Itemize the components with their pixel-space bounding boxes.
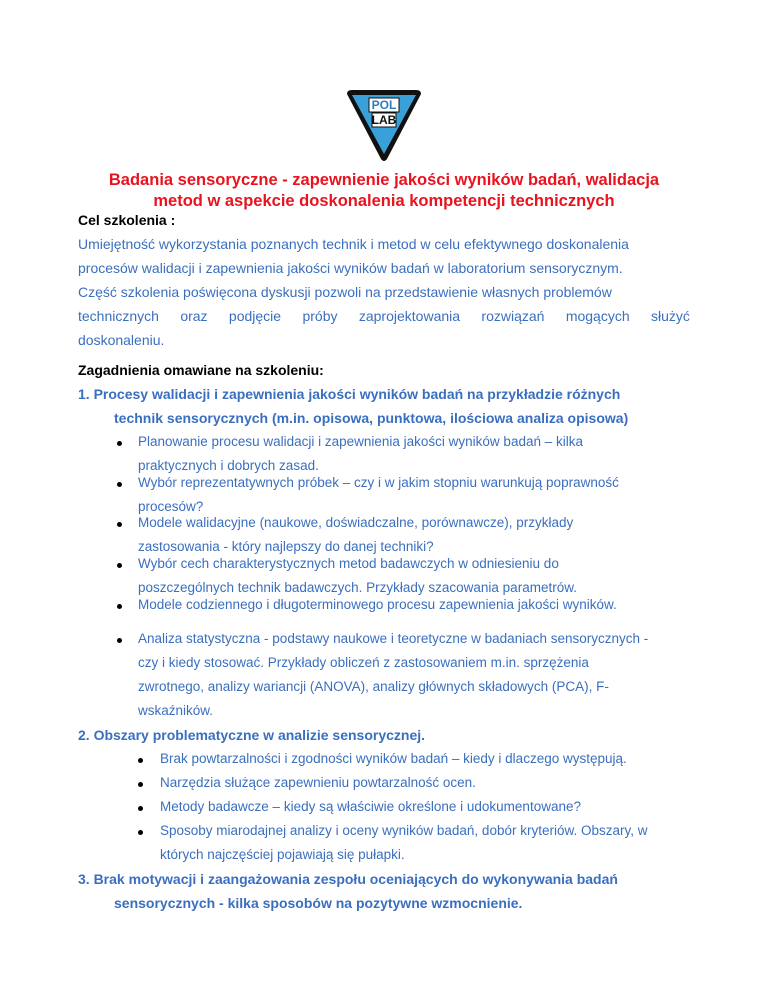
topic-1-bullet-5-line-1: Modele codziennego i długoterminowego procesu zapewnienia jakości wyników. xyxy=(138,597,617,612)
bullet-icon xyxy=(138,806,143,811)
topic-1-bullet-2-line-2: procesów? xyxy=(138,499,204,514)
goal-heading: Cel szkolenia : xyxy=(78,212,176,228)
bullet-icon xyxy=(117,638,122,643)
topic-1-bullet-3-line-2: zastosowania - który najlepszy do danej techniki? xyxy=(138,539,434,554)
goal-word: służyć xyxy=(651,308,690,324)
topic-1-bullet-2-line-1: Wybór reprezentatywnych próbek – czy i w jakim stopniu warunkują poprawność xyxy=(138,475,619,490)
title-line-2: metod w aspekcie doskonalenia kompetencji technicznych xyxy=(153,192,615,210)
bullet-icon xyxy=(117,522,122,527)
topic-2-bullet-2: Narzędzia służące zapewnieniu powtarzalność ocen. xyxy=(160,775,476,790)
topic-1-bullet-6-line-4: wskaźników. xyxy=(138,703,214,718)
topic-2-bullet-4-line-2: których najczęściej pojawiają się pułapki. xyxy=(160,847,405,862)
goal-line-4 xyxy=(78,308,690,324)
title-line-1: Badania sensoryczne - zapewnienie jakości wyników badań, walidacja xyxy=(108,171,660,189)
goal-word: technicznych xyxy=(78,308,159,324)
topic-2-bullet-4-line-1: Sposoby miarodajnej analizy i oceny wyników badań, dobór kryteriów. Obszary, w xyxy=(160,823,648,838)
goal-word: podjęcie xyxy=(228,308,282,324)
goal-line-1: Umiejętność wykorzystania poznanych technik i metod w celu efektywnego doskonalenia xyxy=(78,236,629,252)
goal-word: oraz xyxy=(180,308,208,324)
topic-1-bullet-4-line-1: Wybór cech charakterystycznych metod badawczych w odniesieniu do xyxy=(138,556,559,571)
topic-1-bullet-6-line-2: czy i kiedy stosować. Przykłady obliczeń z zastosowaniem m.in. sprzężenia xyxy=(138,655,589,670)
topics-heading: Zagadnienia omawiane na szkoleniu: xyxy=(78,362,324,378)
bullet-icon xyxy=(138,830,143,835)
pollab-logo xyxy=(343,88,425,162)
bullet-icon xyxy=(138,782,143,787)
bullet-icon xyxy=(138,758,143,763)
bullet-icon xyxy=(117,482,122,487)
topic-1-bullet-6-line-3: zwrotnego, analizy wariancji (ANOVA), analizy głównych składowych (PCA), F- xyxy=(138,679,609,694)
logo-text-lab: LAB xyxy=(371,113,397,127)
topic-2-line-1: 2. Obszary problematyczne w analizie sensorycznej. xyxy=(78,727,426,743)
topic-1-bullet-1-line-1: Planowanie procesu walidacji i zapewnienia jakości wyników badań – kilka xyxy=(138,434,583,449)
goal-line-5: doskonaleniu. xyxy=(78,332,165,348)
topic-1-bullet-4-line-2: poszczególnych technik badawczych. Przykłady szacowania parametrów. xyxy=(138,580,577,595)
topic-2-bullet-3: Metody badawcze – kiedy są właściwie określone i udokumentowane? xyxy=(160,799,581,814)
bullet-icon xyxy=(117,441,122,446)
topic-3-line-1: 3. Brak motywacji i zaangażowania zespołu oceniających do wykonywania badań xyxy=(78,871,618,887)
topic-3-line-2: sensorycznych - kilka sposobów na pozytywne wzmocnienie. xyxy=(114,895,523,911)
goal-line-3: Część szkolenia poświęcona dyskusji pozwoli na przedstawienie własnych problemów xyxy=(78,284,612,300)
goal-word: mogących xyxy=(565,308,630,324)
document-title xyxy=(60,170,708,212)
bullet-icon xyxy=(117,563,122,568)
logo-text-pol: POL xyxy=(371,98,397,112)
topic-1-bullet-6-line-1: Analiza statystyczna - podstawy naukowe i teoretyczne w badaniach sensorycznych - xyxy=(138,631,649,646)
topic-1-bullet-3-line-1: Modele walidacyjne (naukowe, doświadczalne, porównawcze), przykłady xyxy=(138,515,574,530)
goal-line-2: procesów walidacji i zapewnienia jakości wyników badań w laboratorium sensorycznym. xyxy=(78,260,623,276)
goal-word: zaprojektowania xyxy=(358,308,461,324)
topic-1-bullet-1-line-2: praktycznych i dobrych zasad. xyxy=(138,458,319,473)
topic-2-bullet-1: Brak powtarzalności i zgodności wyników badań – kiedy i dlaczego występują. xyxy=(160,751,627,766)
goal-word: rozwiązań xyxy=(481,308,545,324)
goal-word: próby xyxy=(302,308,338,324)
topic-1-line-2: technik sensorycznych (m.in. opisowa, punktowa, ilościowa analiza opisowa) xyxy=(114,410,629,426)
bullet-icon xyxy=(117,604,122,609)
topic-1-line-1: 1. Procesy walidacji i zapewnienia jakości wyników badań na przykładzie różnych xyxy=(78,386,621,402)
